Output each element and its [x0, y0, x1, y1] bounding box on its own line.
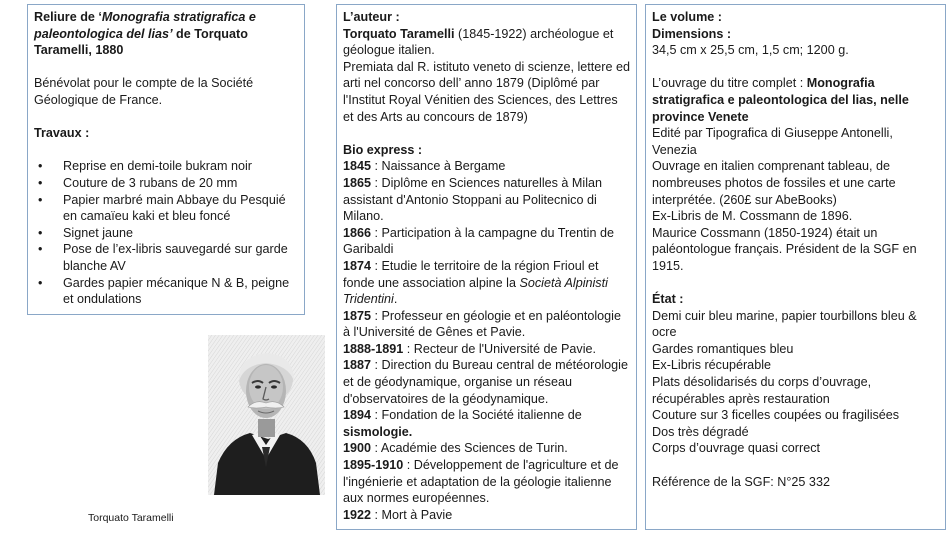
bio-entry — [343, 308, 631, 341]
travaux-item: • Pose de l’ex-libris sauvegardé sur garde blanche AV — [34, 241, 299, 274]
bio-text-end: . — [393, 292, 398, 307]
author-description: (1845-1922) archéologue et géologue italien. — [343, 26, 614, 58]
bio-year: 1874 — [343, 258, 372, 273]
bio-heading: Bio express : — [343, 142, 423, 157]
author-portrait — [208, 335, 325, 495]
full-title-intro: L’ouvrage du titre complet : — [652, 76, 807, 91]
bio-entry — [343, 341, 631, 358]
author-name: Torquato Taramelli — [343, 26, 455, 41]
etat-item: Ex-Libris récupérable — [652, 358, 771, 373]
etat-item: Couture sur 3 ficelles coupées ou fragilisées — [652, 408, 900, 423]
binding-title — [34, 9, 299, 59]
bio-entry — [343, 357, 631, 407]
volume-heading: Le volume : — [652, 10, 722, 24]
full-title — [652, 75, 940, 125]
author-heading: L’auteur : — [343, 10, 400, 24]
bio-entry — [343, 158, 631, 175]
bio-association-name: Società Alpinisti Tridentini — [343, 275, 608, 307]
exlibris: Ex-Libris de M. Cossmann de 1896. — [652, 209, 853, 224]
author-prize: Premiata dal R. istituto veneto di scienze, lettere ed arti nel concorso dell’ anno 1879 (Diplômé par l'Institut Royal Vénitien des Sciences, des Lettres et des Arts au concours de 1879) — [343, 59, 631, 124]
portrait-engraving — [208, 335, 325, 495]
bio-year: 1887 — [343, 358, 372, 373]
bio-year: 1894 — [343, 408, 372, 423]
bio-year: 1900 — [343, 441, 372, 456]
bio-text: : Recteur de l'Université de Pavie. — [403, 341, 597, 356]
etat-item: Gardes romantiques bleu — [652, 341, 794, 356]
etat-item: Corps d’ouvrage quasi correct — [652, 441, 820, 456]
bio-entry — [343, 457, 631, 507]
sgf-reference: Référence de la SGF: N°25 332 — [652, 474, 830, 489]
author-intro — [343, 26, 631, 59]
bio-text: : Direction du Bureau central de météorologie et de géodynamique, organise un réseau d'observatoires de la géodynamique. — [343, 358, 628, 406]
bio-bold-end: sismologie. — [343, 424, 413, 439]
author-panel — [336, 4, 637, 530]
travaux-item: • Reprise en demi-toile bukram noir — [34, 158, 299, 175]
binding-title-prefix: Reliure de ‘ — [34, 10, 102, 24]
etat-heading: État : — [652, 292, 684, 307]
content-description: Ouvrage en italien comprenant tableau, de nombreuses photos de fossiles et une carte interprétée. (260£ sur AbeBooks) — [652, 159, 896, 207]
travaux-item: • Gardes papier mécanique N & B, peigne et ondulations — [34, 275, 299, 308]
bio-text: : Développement de l'agriculture et de l'ingénierie et adaptation de la géologie italienne aux normes européennes. — [343, 458, 619, 506]
travaux-list — [34, 158, 299, 307]
bio-year: 1888-1891 — [343, 341, 404, 356]
bio-text: : Fondation de la Société italienne de — [371, 408, 582, 423]
travaux-item: • Papier marbré main Abbaye du Pesquié en camaïeu kaki et bleu foncé — [34, 192, 299, 225]
binding-title-suffix: de Torquato Taramelli, 1880 — [34, 26, 248, 58]
bio-year: 1875 — [343, 308, 372, 323]
bio-text: : Participation à la campagne du Trentin de Garibaldi — [343, 225, 614, 257]
bio-text: : Mort à Pavie — [371, 507, 453, 522]
bio-entry — [343, 225, 631, 258]
travaux-item: • Signet jaune — [34, 225, 299, 242]
bio-text: : Diplôme en Sciences naturelles à Milan assistant d'Antonio Stoppani au Politecnico di Milano. — [343, 175, 603, 224]
publisher: Edité par Tipografica di Giuseppe Antonelli, Venezia — [652, 126, 893, 157]
dimensions-heading: Dimensions : — [652, 26, 732, 41]
bio-year: 1845 — [343, 159, 372, 174]
binding-info-panel — [27, 4, 305, 315]
etat-item: Dos très dégradé — [652, 424, 749, 439]
travaux-item: • Couture de 3 rubans de 20 mm — [34, 175, 299, 192]
bio-year: 1865 — [343, 175, 372, 190]
bio-entry — [343, 507, 631, 524]
bio-text: : Professeur en géologie et en paléontologie à l'Université de Gênes et Pavie. — [343, 308, 621, 340]
etat-item: Demi cuir bleu marine, papier tourbillons bleu & ocre — [652, 308, 917, 340]
bio-entry — [343, 440, 631, 457]
bio-entry — [343, 175, 631, 225]
bio-year: 1922 — [343, 507, 372, 522]
etat-item: Plats désolidarisés du corps d’ouvrage, récupérables après restauration — [652, 375, 872, 406]
bio-entry — [343, 258, 631, 308]
bio-text: : Académie des Sciences de Turin. — [371, 441, 568, 456]
portrait-caption: Torquato Taramelli — [88, 512, 174, 524]
bio-text: : Etudie le territoire de la région Frioul et fonde une association alpine la — [343, 258, 599, 290]
binding-title-work: Monografia stratigrafica e paleontologica del lias’ — [34, 10, 256, 41]
cossmann-note: Maurice Cossmann (1850-1924) était un paléontologue français. Président de la SGF en 1915. — [652, 225, 917, 273]
dimensions-value: 34,5 cm x 25,5 cm, 1,5 cm; 1200 g. — [652, 43, 849, 58]
bio-year: 1866 — [343, 225, 372, 240]
binding-intro: Bénévolat pour le compte de la Société Géologique de France. — [34, 76, 254, 107]
bio-text: : Naissance à Bergame — [371, 159, 506, 174]
volume-panel — [645, 4, 946, 530]
bio-entry — [343, 407, 631, 440]
bio-year: 1895-1910 — [343, 458, 404, 473]
full-title-text: Monografia stratigrafica e paleontologica del lias, nelle province Venete — [652, 76, 909, 124]
travaux-heading: Travaux : — [34, 126, 90, 141]
